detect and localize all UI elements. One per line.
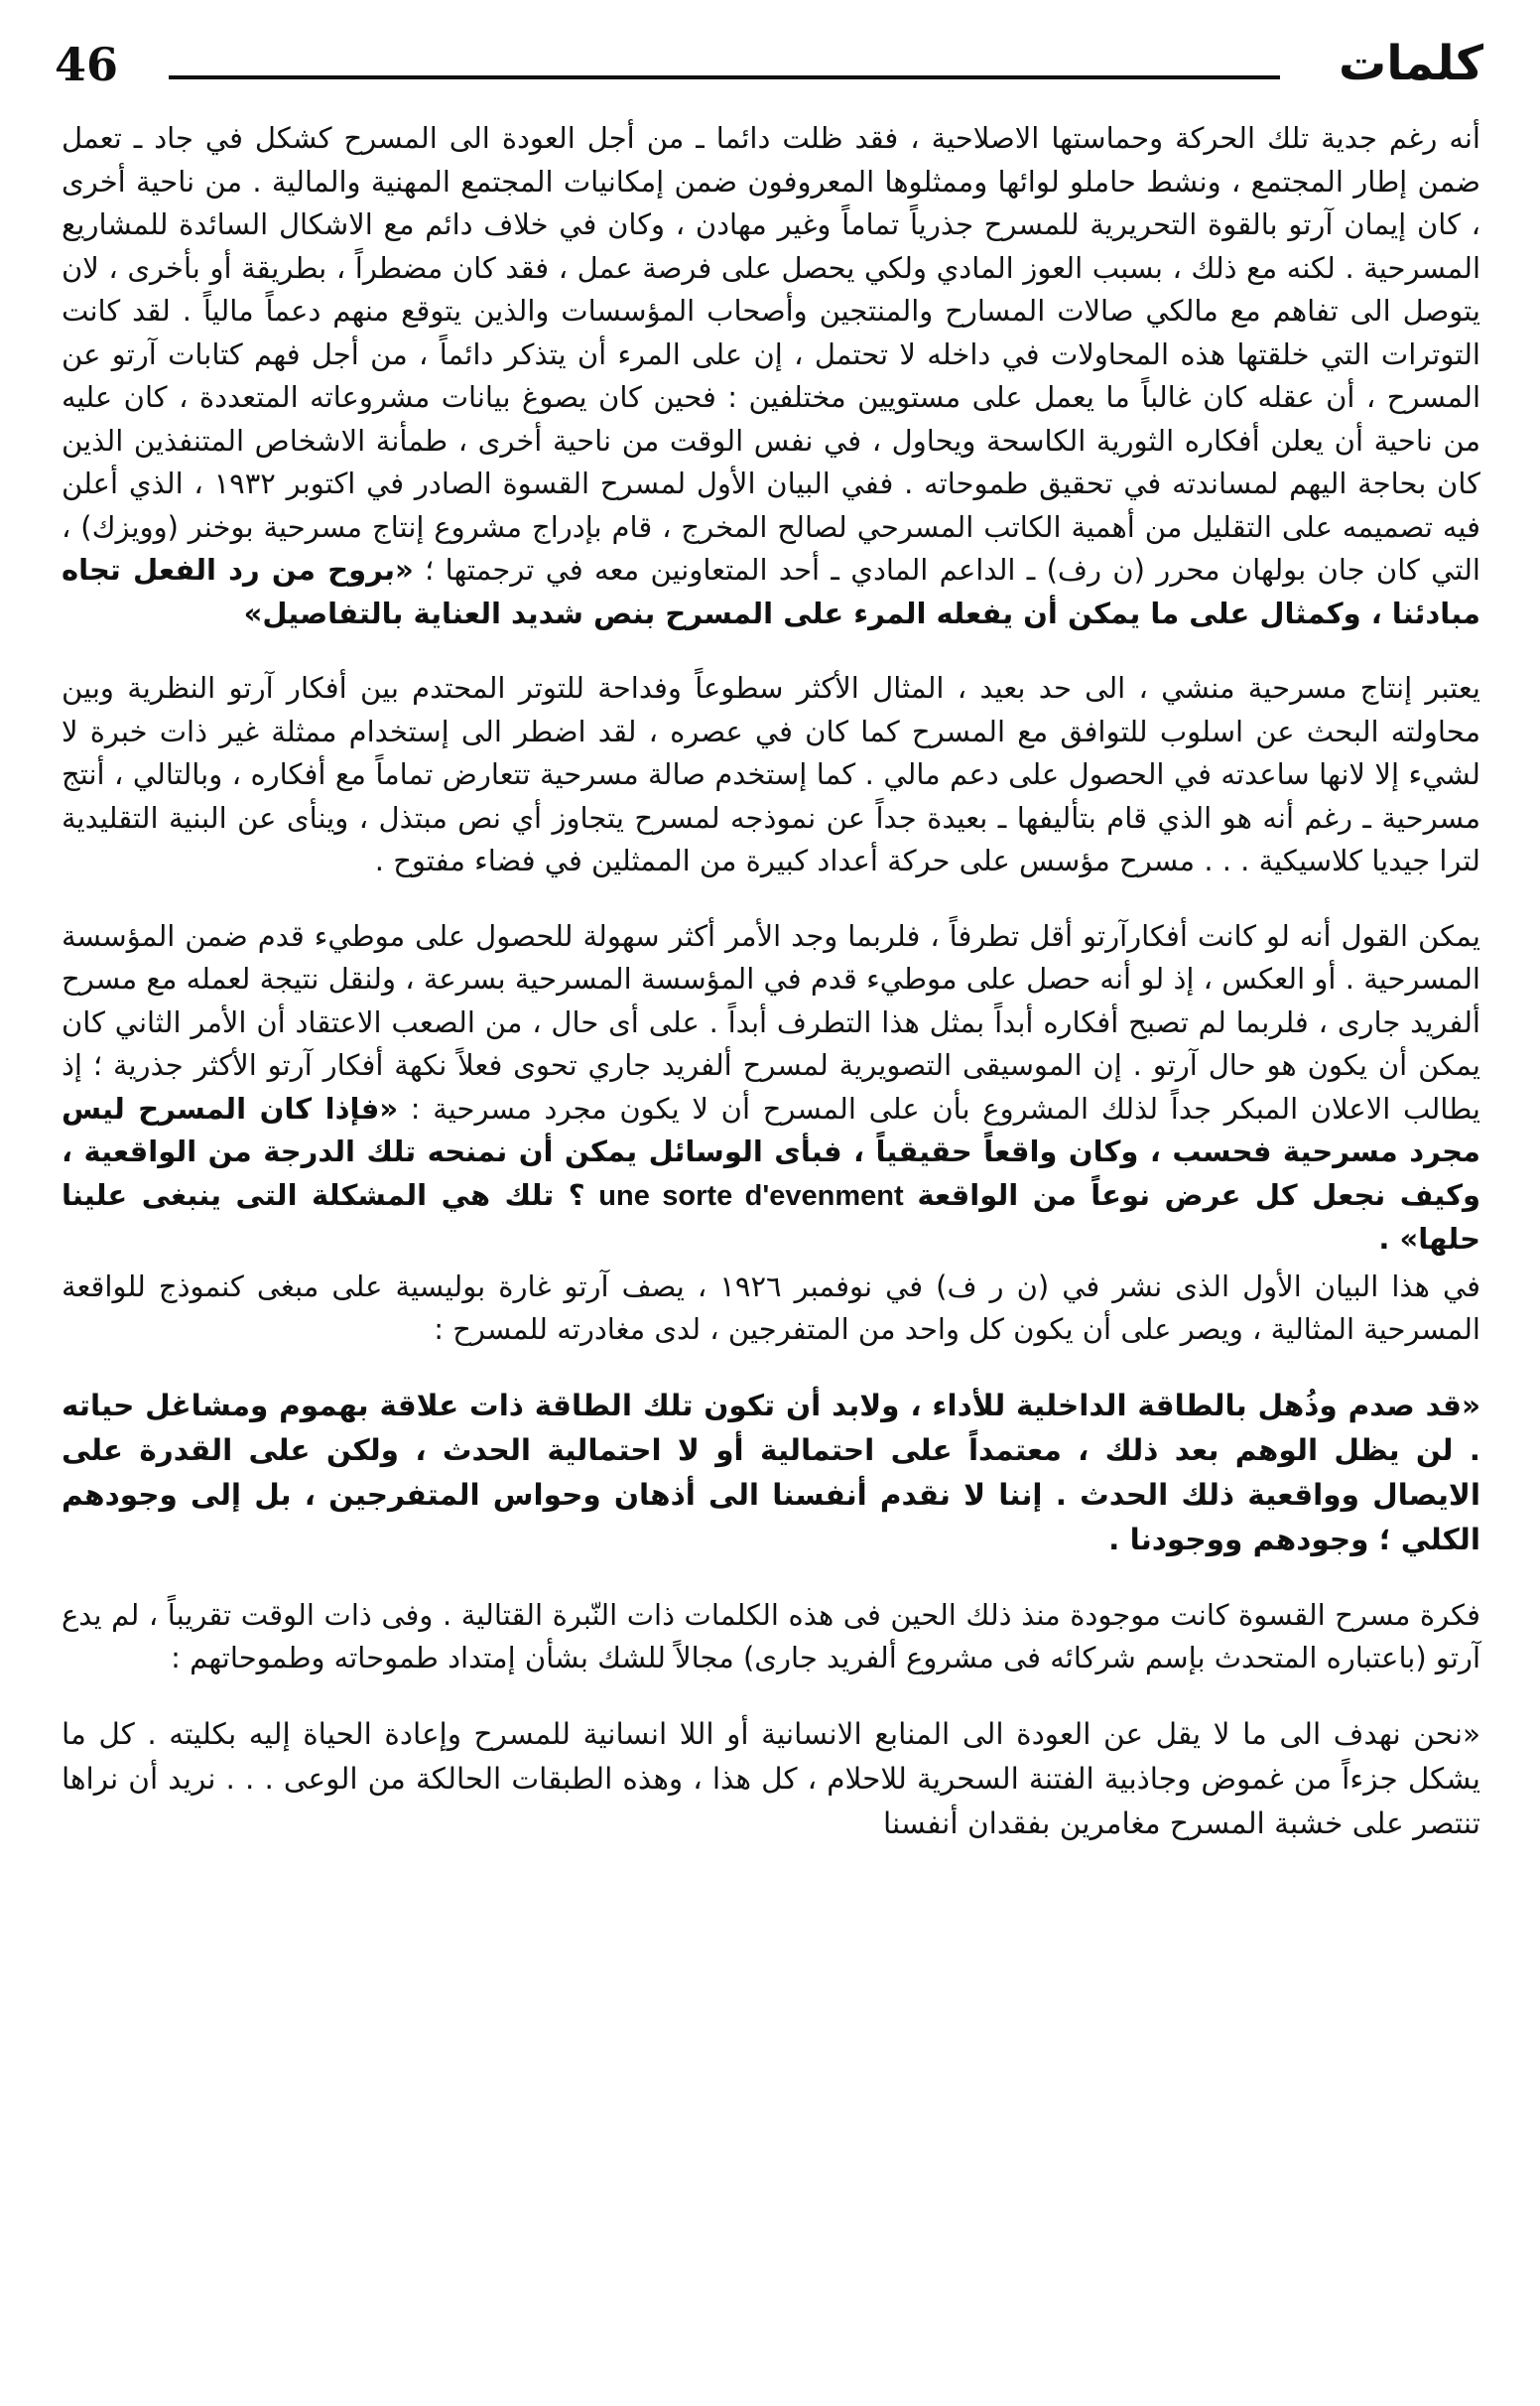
paragraph <box>62 117 1480 635</box>
header-rule <box>169 75 1280 79</box>
bold-quote: «بروح من رد الفعل تجاه مبادئنا ، وكمثال على ما يمكن أن يفعله المرء على المسرح بنص شديد العناية بالتفاصيل» <box>62 553 1480 630</box>
bold-quote-tail: ؟ تلك هي المشكلة التى ينبغى علينا حلها» . <box>62 1177 1480 1256</box>
quote-text: «نحن نهدف الى ما لا يقل عن العودة الى المنابع الانسانية أو اللا انسانية للمسرح وإعادة الحياة إليه بكليته . كل ما يشكل جزءاً من غموض وجاذبية الفتنة السحرية للاحلام ، كل هذا ، وهذه الطبقات الحالكة من الوعى . . . نريد أن نراها تنتصر على خشبة المسرح مغامرين بفقدان أنفسنا <box>62 1716 1480 1840</box>
paragraph-text: فكرة مسرح القسوة كانت موجودة منذ ذلك الحين فى هذه الكلمات ذات النّبرة القتالية . وفى ذات الوقت تقريباً ، لم يدع آرتو (باعتباره المتحدث بإسم شركائه فى مشروع ألفريد جارى) مجالاً للشك بشأن إمتداد طموحاته وطموحاتهم : <box>62 1597 1480 1674</box>
page-header <box>55 28 1483 117</box>
paragraph <box>62 667 1480 883</box>
body-text <box>62 117 1480 1878</box>
block-quote <box>62 1712 1480 1846</box>
paragraph-text: أنه رغم جدية تلك الحركة وحماستها الاصلاحية ، فقد ظلت دائما ـ من أجل العودة الى المسرح كشكل في جاد ـ تعمل ضمن إطار المجتمع ، ونشط حاملو لوائها وممثلوها المعروفون ضمن إمكانيات المجتمع المهنية والمالية . من ناحية أخرى ، كان إيمان آرتو بالقوة التحريرية للمسرح جذرياً تماماً وغير مهادن ، وكان في خلاف دائم مع الاشكال السائدة للمشاريع المسرحية . لكنه مع ذلك ، بسبب العوز المادي ولكي يحصل على فرصة عمل ، فقد كان مضطراً ، بطريقة أو بأخرى ، لان يتوصل الى تفاهم مع مالكي صالات المسارح والمنتجين وأصحاب المؤسسات والذين يتوقع منهم دعماً مالياً . لقد كانت التوترات التي خلقتها هذه المحاولات في داخله لا تحتمل ، إن على المرء أن يتذكر دائماً ، من أجل فهم كتابات آرتو عن المسرح ، أن عقله كان غالباً ما يعمل على مستويين مختلفين : فحين كان يصوغ بيانات مشروعاته المتعددة ، كان عليه من ناحية أن يعلن أفكاره الثورية الكاسحة ويحاول ، في نفس الوقت من ناحية أخرى ، طمأنة الاشخاص المتنفذين الذين كان بحاجة اليهم لمساندته في تحقيق طموحاته . ففي البيان الأول لمسرح القسوة الصادر في اكتوبر ١٩٣٢ ، الذي أعلن فيه تصميمه على التقليل من أهمية الكاتب المسرحي لصالح المخرج ، قام بإدراج مشروع إنتاج مسرحية بوخنر (وويزك) ، التي كان جان بولهان محرر (ن رف) ـ الداعم المادي ـ أحد المتعاونين معه في ترجمتها ؛ <box>62 121 1480 587</box>
paragraph <box>62 1594 1480 1680</box>
latin-phrase: une sorte d'evenment <box>598 1179 904 1212</box>
paragraph <box>62 1266 1480 1352</box>
paragraph-text: يمكن القول أنه لو كانت أفكارآرتو أقل تطرفاً ، فلربما وجد الأمر أكثر سهولة للحصول على موطيء قدم ضمن المؤسسة المسرحية . أو العكس ، إذ لو أنه حصل على موطيء قدم في المؤسسة المسرحية بسرعة ، ولنقل نتيجة لعمله مع مسرح ألفريد جارى ، فلربما لم تصبح أفكاره أبداً بمثل هذا التطرف أبداً . على أى حال ، من الصعب الاعتقاد أن الأمر الثاني كان يمكن أن يكون هو حال آرتو . إن الموسيقى التصويرية لمسرح ألفريد جاري تحوى فعلاً نكهة أفكار آرتو الأكثر جذرية ؛ إذ يطالب الاعلان المبكر جداً لذلك المشروع بأن على المسرح أن لا يكون مجرد مسرحية : <box>62 918 1481 1126</box>
paragraph-text: في هذا البيان الأول الذى نشر في (ن ر ف) في نوفمبر ١٩٢٦ ، يصف آرتو غارة بوليسية على مبغى كنموذج للواقعة المسرحية المثالية ، ويصر على أن يكون كل واحد من المتفرجين ، لدى مغادرته للمسرح : <box>62 1269 1480 1346</box>
paragraph-text: يعتبر إنتاج مسرحية منشي ، الى حد بعيد ، المثال الأكثر سطوعاً وفداحة للتوتر المحتدم بين أفكار آرتو النظرية وبين محاولته البحث عن اسلوب للتوافق مع المسرح كما كان في عصره ، لقد اضطر الى إستخدام ممثلة غير ذات خبرة لا لشيء إلا لانها ساعدته في الحصول على دعم مالي . كما إستخدم صالة مسرحية تتعارض تماماً مع أفكاره ، وبالتالي ، أنتج مسرحية ـ رغم أنه هو الذي قام بتأليفها ـ بعيدة جداً عن نموذجه لمسرح يتجاوز أي نص مبتذل ، وينأى عن البنية التقليدية لترا جيديا كلاسيكية . . . مسرح مؤسس على حركة أعداد كبيرة من الممثلين في فضاء مفتوح . <box>62 671 1480 877</box>
running-title: كلمات <box>1339 36 1483 91</box>
block-quote <box>62 1384 1480 1562</box>
page-number: 46 <box>55 38 119 91</box>
quote-text: «قد صدم وذُهل بالطاقة الداخلية للأداء ، ولابد أن تكون تلك الطاقة ذات علاقة بهموم ومشاغل حياته . لن يظل الوهم بعد ذلك ، معتمداً على احتمالية أو لا احتمالية الحدث ، ولكن على القدرة على الايصال وواقعية ذلك الحدث . إننا لا نقدم أنفسنا الى أذهان وحواس المتفرجين ، بل إلى وجودهم الكلي ؛ وجودهم ووجودنا . <box>62 1388 1480 1556</box>
paragraph <box>62 915 1480 1262</box>
bold-quote: «فإذا كان المسرح ليس مجرد مسرحية فحسب ، وكان واقعاً حقيقياً ، فبأى الوسائل يمكن أن نمنحه تلك الدرجة من الواقعية ، وكيف نجعل كل عرض نوعاً من الواقعة <box>62 1091 1481 1212</box>
